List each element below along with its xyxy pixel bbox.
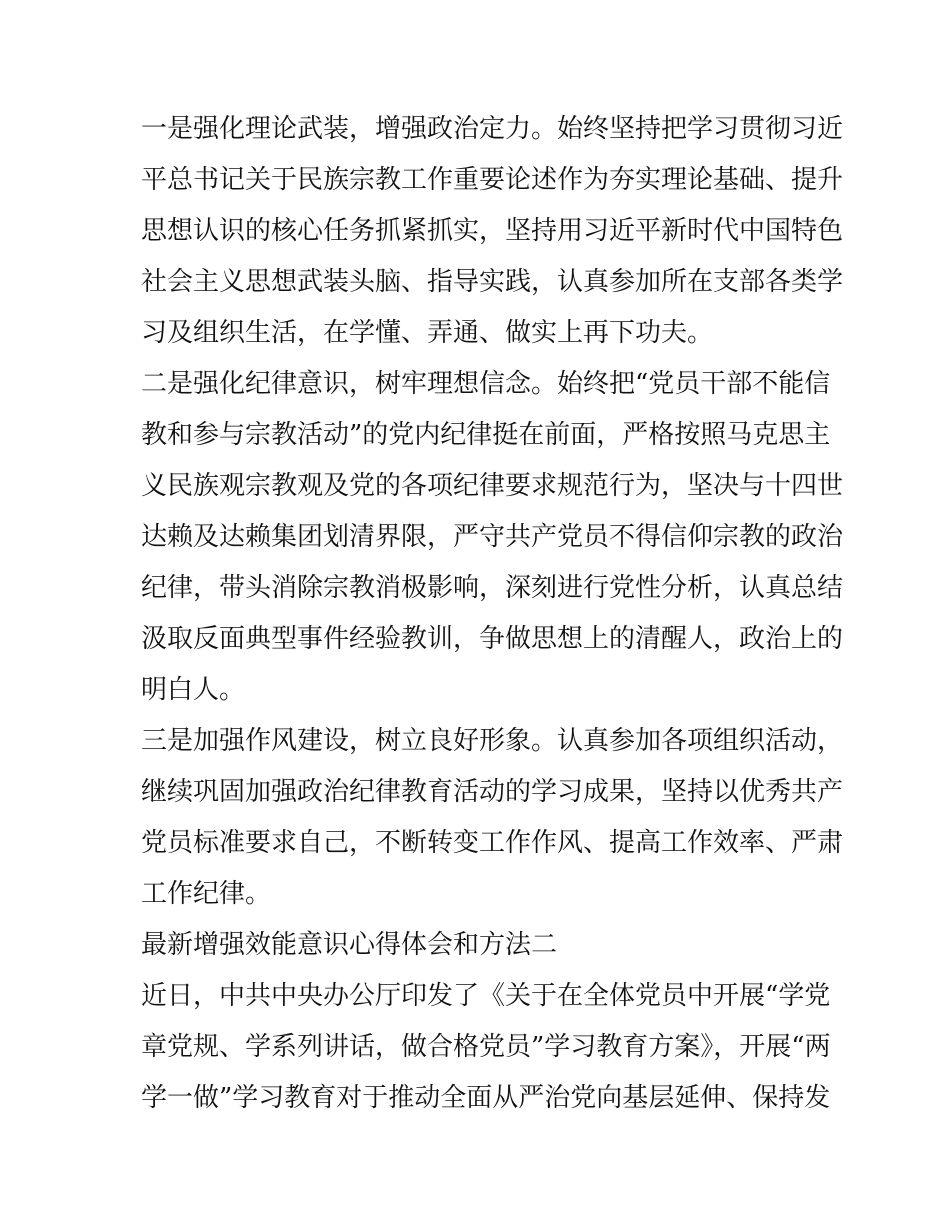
text-line: 学一做”学习教育对于推动全面从严治党向基层延伸、保持发 [141, 1083, 831, 1113]
text-line: 章党规、学系列讲话，做合格党员”学习教育方案》，开展“两 [141, 1032, 831, 1062]
text-line: 习及组织生活，在学懂、弄通、做实上再下功夫。 [141, 318, 714, 348]
text-line: 三是加强作风建设，树立良好形象。认真参加各项组织活动， [141, 726, 844, 756]
text-line: 继续巩固加强政治纪律教育活动的学习成果，坚持以优秀共产 [141, 777, 844, 807]
text-line: 社会主义思想武装头脑、指导实践，认真参加所在支部各类学 [141, 267, 844, 297]
text-line: 教和参与宗教活动”的党内纪律挺在前面，严格按照马克思主 [141, 420, 831, 450]
text-line: 义民族观宗教观及党的各项纪律要求规范行为，坚决与十四世 [141, 471, 844, 501]
text-line: 汲取反面典型事件经验教训，争做思想上的清醒人，政治上的 [141, 624, 844, 654]
text-line: 平总书记关于民族宗教工作重要论述作为夯实理论基础、提升 [141, 165, 844, 195]
text-line: 一是强化理论武装，增强政治定力。始终坚持把学习贯彻习近 [141, 114, 844, 144]
text-line: 党员标准要求自己，不断转变工作作风、提高工作效率、严肃 [141, 828, 844, 858]
text-line: 明白人。 [141, 675, 246, 705]
document-body [141, 104, 844, 1124]
text-line: 二是强化纪律意识，树牢理想信念。始终把“党员干部不能信 [141, 369, 831, 399]
section-heading: 最新增强效能意识心得体会和方法二 [141, 930, 558, 960]
text-line: 近日，中共中央办公厅印发了《关于在全体党员中开展“学党 [141, 981, 831, 1011]
text-line: 达赖及达赖集团划清界限，严守共产党员不得信仰宗教的政治 [141, 522, 844, 552]
text-line: 工作纪律。 [141, 879, 272, 909]
text-line: 纪律，带头消除宗教消极影响，深刻进行党性分析，认真总结 [141, 573, 844, 603]
text-line: 思想认识的核心任务抓紧抓实，坚持用习近平新时代中国特色 [141, 216, 844, 246]
